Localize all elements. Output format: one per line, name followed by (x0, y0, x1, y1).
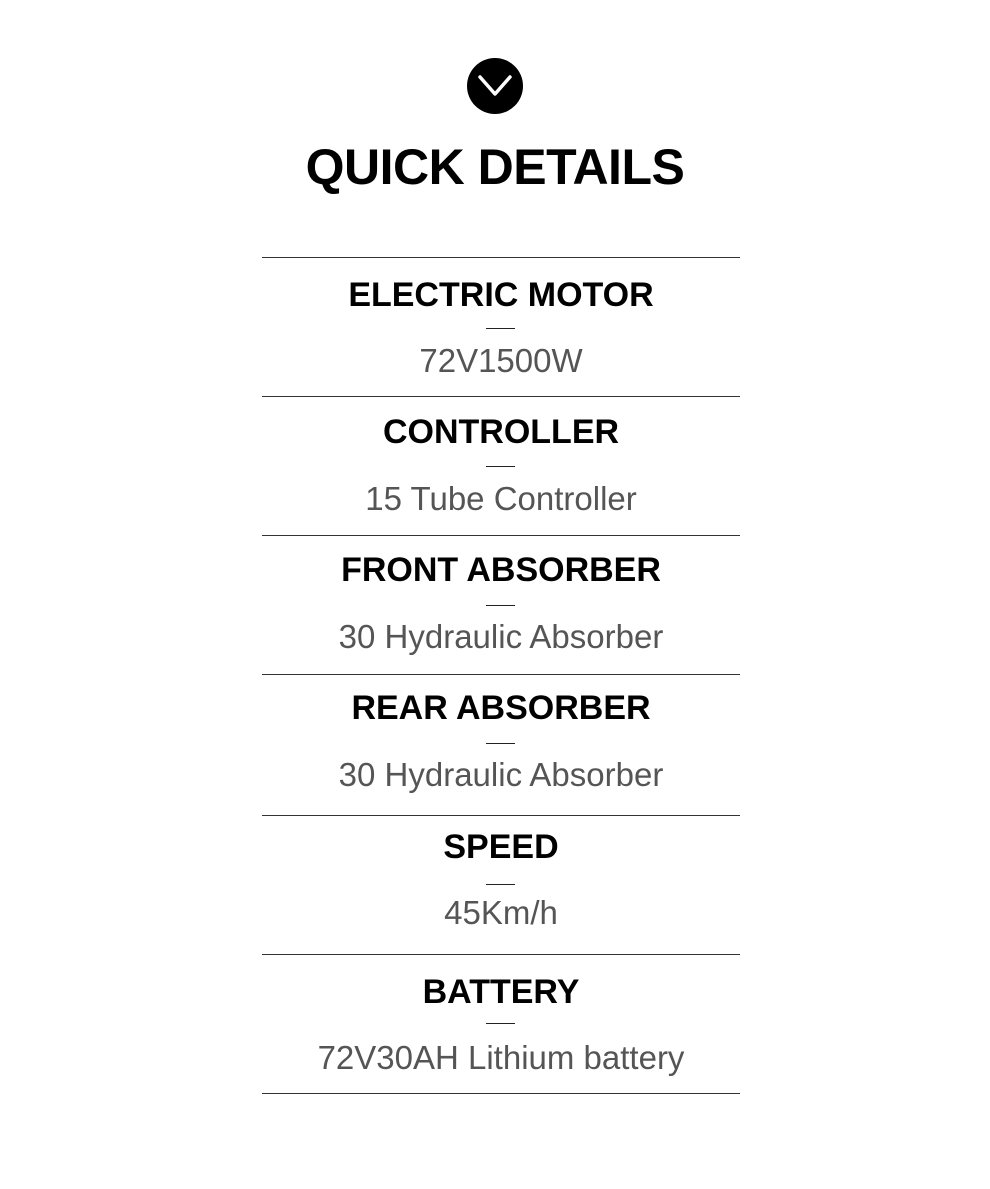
detail-divider-dash (486, 1023, 515, 1024)
detail-label: SPEED (443, 828, 559, 866)
chevron-down-glyph (467, 58, 523, 114)
detail-row-speed (262, 816, 740, 955)
detail-divider-dash (486, 328, 515, 329)
detail-value: 15 Tube Controller (365, 480, 637, 517)
detail-row-front-absorber (262, 536, 740, 675)
detail-row-battery (262, 955, 740, 1094)
detail-divider-dash (486, 743, 515, 744)
chevron-down-icon[interactable] (467, 58, 523, 114)
detail-label: BATTERY (422, 973, 580, 1011)
detail-row-electric-motor (262, 258, 740, 397)
page-title: QUICK DETAILS (305, 139, 685, 195)
detail-value: 30 Hydraulic Absorber (338, 618, 664, 655)
detail-row-controller (262, 397, 740, 536)
quick-details-list (262, 257, 740, 1094)
detail-divider-dash (486, 605, 515, 606)
detail-divider-dash (486, 884, 515, 885)
detail-value: 45Km/h (444, 894, 558, 931)
detail-value: 72V30AH Lithium battery (317, 1039, 685, 1076)
detail-label: REAR ABSORBER (351, 689, 651, 727)
detail-divider-dash (486, 466, 515, 467)
detail-value: 30 Hydraulic Absorber (338, 756, 664, 793)
detail-row-rear-absorber (262, 675, 740, 816)
detail-label: ELECTRIC MOTOR (348, 276, 654, 314)
detail-label: CONTROLLER (382, 413, 620, 451)
detail-label: FRONT ABSORBER (341, 551, 661, 589)
detail-value: 72V1500W (419, 342, 583, 379)
